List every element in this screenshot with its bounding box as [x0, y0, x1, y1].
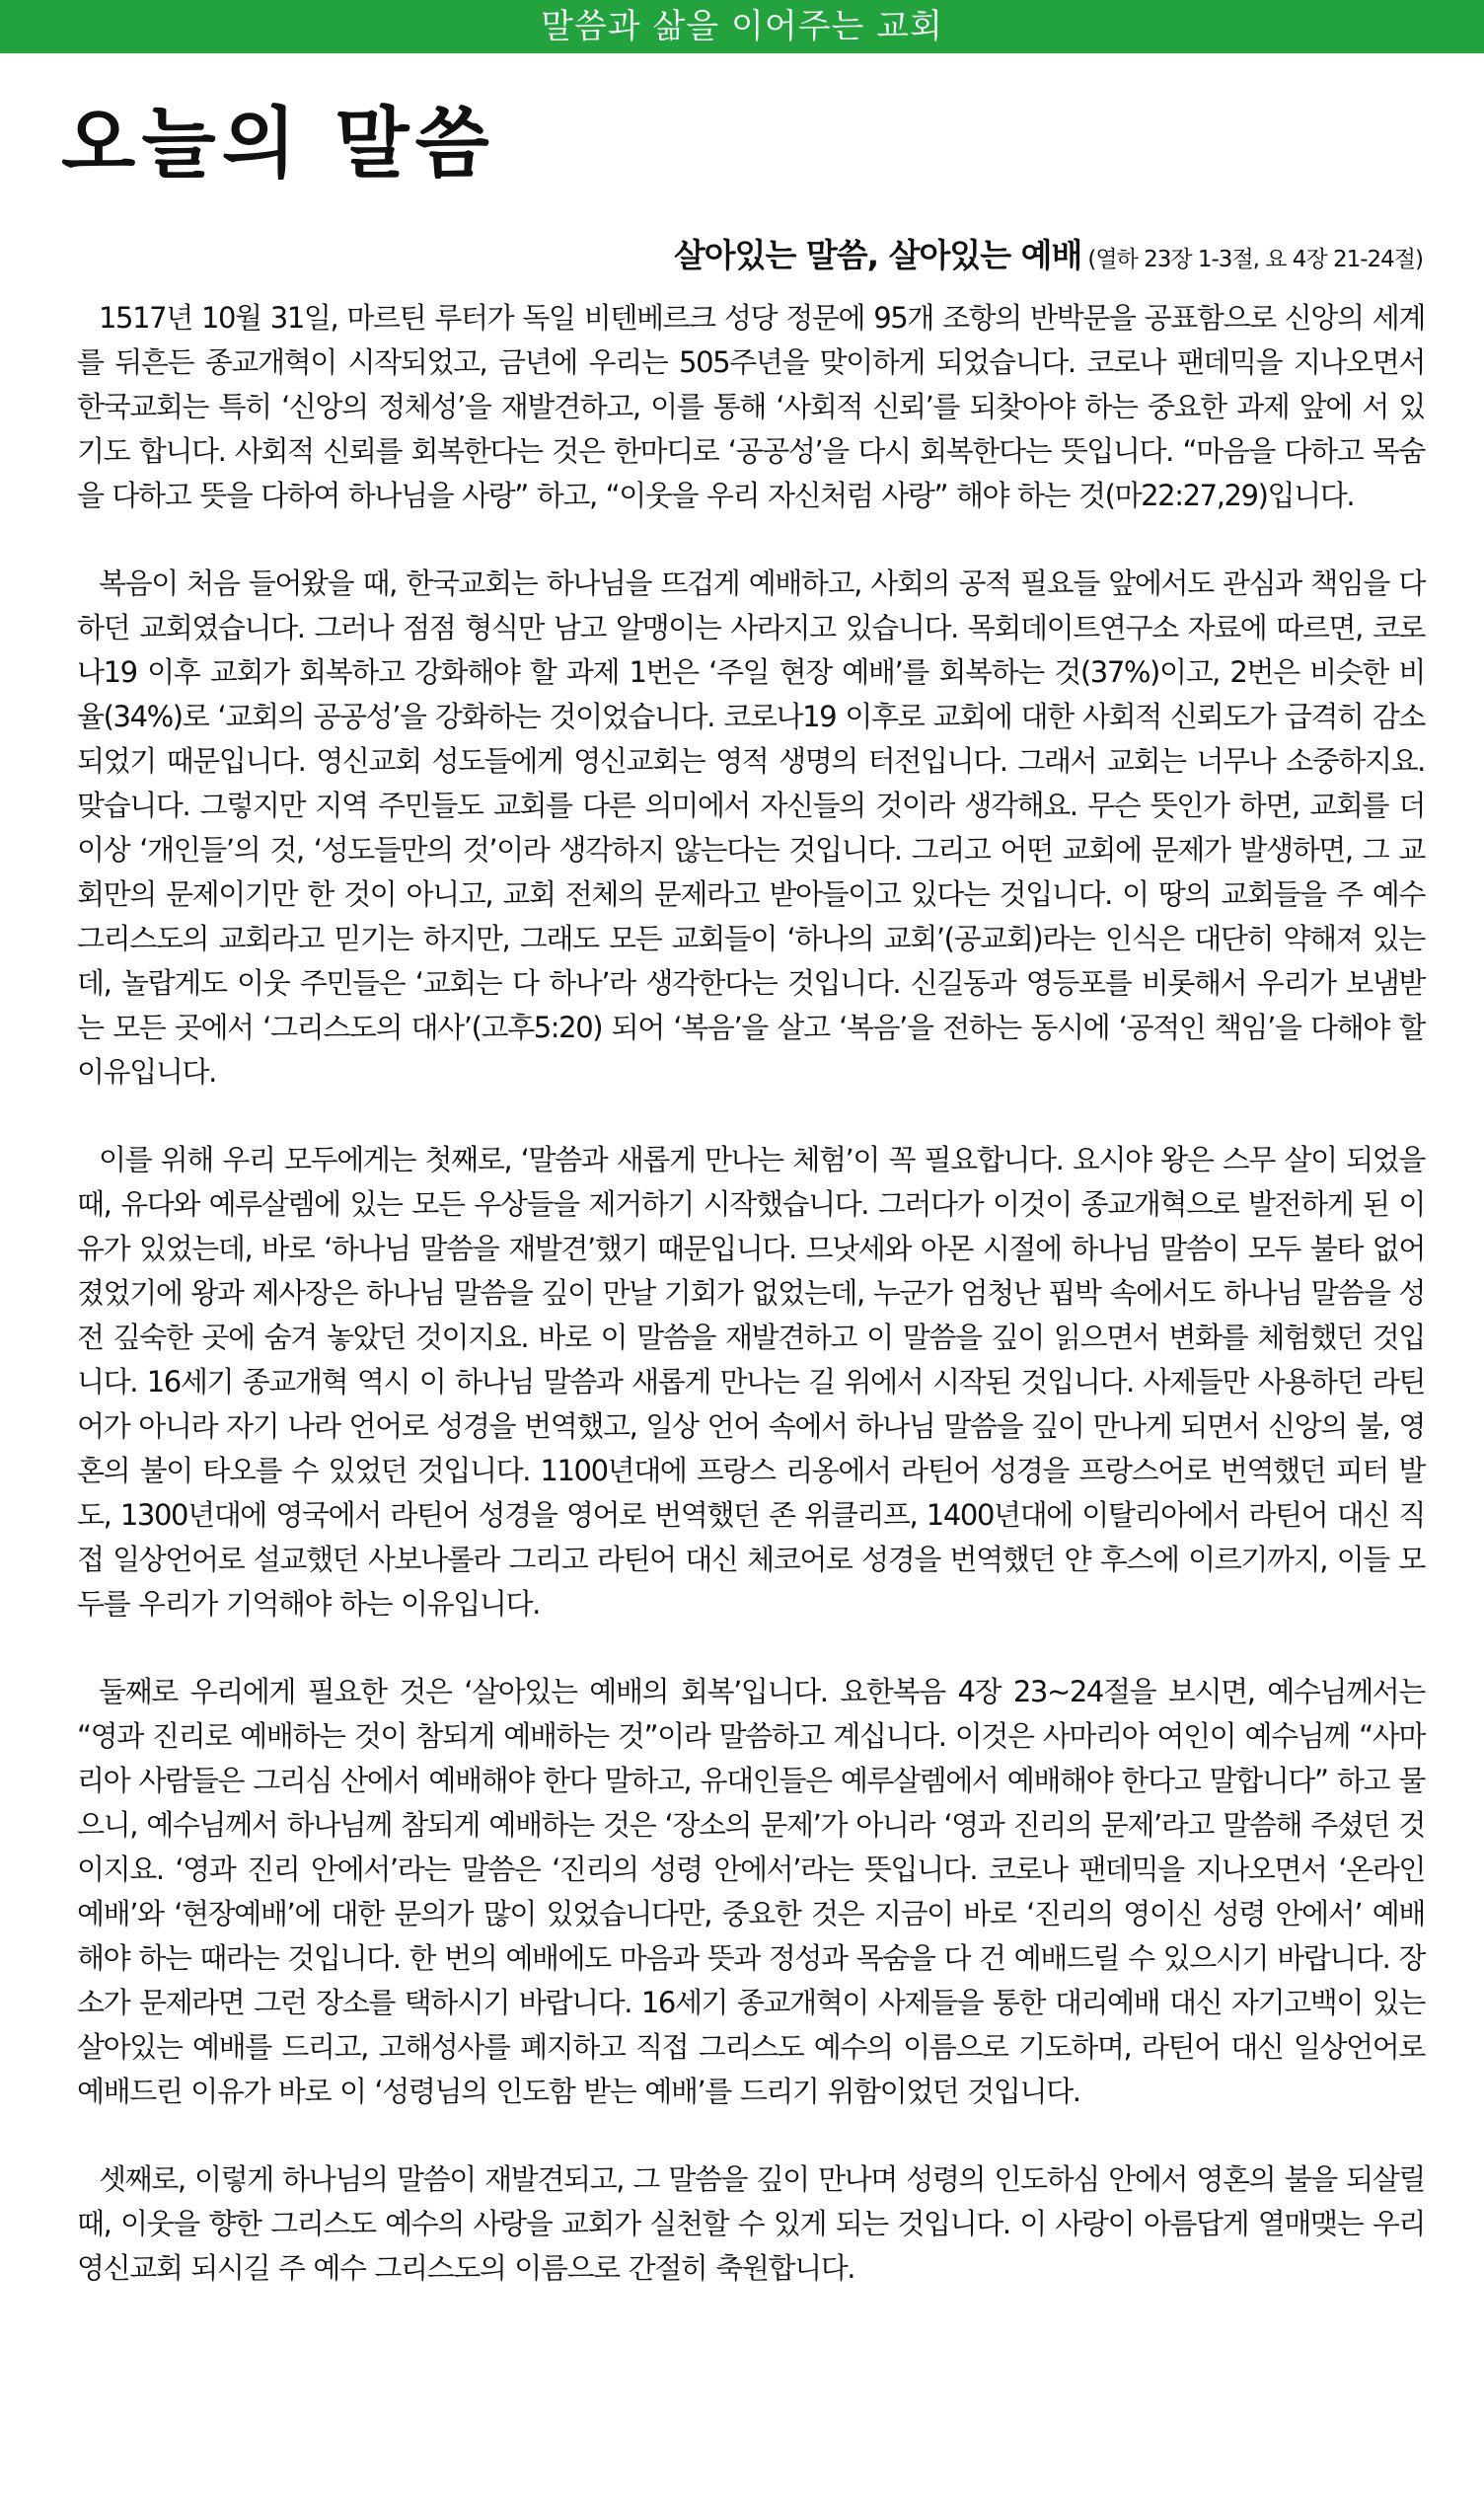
- paragraph-intro: 1517년 10월 31일, 마르틴 루터가 독일 비텐베르크 성당 정문에 95개 조항의 반박문을 공표함으로 신앙의 세계를 뒤흔든 종교개혁이 시작되었고, 금년에 우리는 505주년을 맞이하게 되었습니다. 코로나 팬데믹을 지나오면서 한국교회는 특히 ‘신앙의 정체성’을 재발견하고, 이를 통해 ‘사회적 신뢰’를 되찾아야 하는 중요한 과제 앞에 서 있기도 합니다. 사회적 신뢰를 회복한다는 것은 한마디로 ‘공공성’을 다시 회복한다는 뜻입니다. “마음을 다하고 목숨을 다하고 뜻을 다하여 하나님을 사랑” 하고, “이웃을 우리 자신처럼 사랑” 해야 하는 것(마22:27,29)입니다.: [77, 301, 1425, 512]
- header-banner: [0, 0, 1484, 53]
- page-title: 오늘의 말씀: [61, 100, 495, 189]
- sermon-title: 살아있는 말씀, 살아있는 예배: [673, 236, 1082, 274]
- paragraph-first-point: 이를 위해 우리 모두에게는 첫째로, ‘말씀과 새롭게 만나는 체험’이 꼭 필요합니다. 요시야 왕은 스무 살이 되었을 때, 유다와 예루살렘에 있는 모든 우상들을 제거하기 시작했습니다. 그러다가 이것이 종교개혁으로 발전하게 된 이유가 있었는데, 바로 ‘하나님 말씀을 재발견’했기 때문입니다. 므낫세와 아몬 시절에 하나님 말씀이 모두 불타 없어졌었기에 왕과 제사장은 하나님 말씀을 깊이 만날 기회가 없었는데, 누군가 엄청난 핍박 속에서도 하나님 말씀을 성전 깊숙한 곳에 숨겨 놓았던 것이지요. 바로 이 말씀을 재발견하고 이 말씀을 깊이 읽으면서 변화를 체험했던 것입니다. 16세기 종교개혁 역시 이 하나님 말씀과 새롭게 만나는 길 위에서 시작된 것입니다. 사제들만 사용하던 라틴어가 아니라 자기 나라 언어로 성경을 번역했고, 일상 언어 속에서 하나님 말씀을 깊이 만나게 되면서 신앙의 불, 영혼의 불이 타오를 수 있었던 것입니다. 1100년대에 프랑스 리옹에서 라틴어 성경을 프랑스어로 번역했던 피터 발도, 1300년대에 영국에서 라틴어 성경을 영어로 번역했던 존 위클리프, 1400년대에 이탈리아에서 라틴어 대신 직접 일상언어로 설교했던 사보나롤라 그리고 라틴어 대신 체코어로 성경을 번역했던 얀 후스에 이르기까지, 이들 모두를 우리가 기억해야 하는 이유입니다.: [77, 1143, 1425, 1621]
- paragraph-second-point: 둘째로 우리에게 필요한 것은 ‘살아있는 예배의 회복’입니다. 요한복음 4장 23~24절을 보시면, 예수님께서는 “영과 진리로 예배하는 것이 참되게 예배하는 것”이라 말씀하고 계십니다. 이것은 사마리아 여인이 예수님께 “사마리아 사람들은 그리심 산에서 예배해야 한다 말하고, 유대인들은 예루살렘에서 예배해야 한다고 말합니다” 하고 물으니, 예수님께서 하나님께 참되게 예배하는 것은 ‘장소의 문제’가 아니라 ‘영과 진리의 문제’라고 말씀해 주셨던 것이지요. ‘영과 진리 안에서’라는 말씀은 ‘진리의 성령 안에서’라는 뜻입니다. 코로나 팬데믹을 지나오면서 ‘온라인 예배’와 ‘현장예배’에 대한 문의가 많이 있었습니다만, 중요한 것은 지금이 바로 ‘진리의 영이신 성령 안에서’ 예배해야 하는 때라는 것입니다. 한 번의 예배에도 마음과 뜻과 정성과 목숨을 다 건 예배드릴 수 있으시기 바랍니다. 장소가 문제라면 그런 장소를 택하시기 바랍니다. 16세기 종교개혁이 사제들을 통한 대리예배 대신 자기고백이 있는 살아있는 예배를 드리고, 고해성사를 폐지하고 직접 그리스도 예수의 이름으로 기도하며, 라틴어 대신 일상언어로 예배드린 이유가 바로 이 ‘성령님의 인도함 받는 예배’를 드리기 위함이었던 것입니다.: [77, 1675, 1425, 2108]
- scripture-reference: (열하 23장 1-3절, 요 4장 21-24절): [1087, 247, 1423, 272]
- paragraph-korean-church: 복음이 처음 들어왔을 때, 한국교회는 하나님을 뜨겁게 예배하고, 사회의 공적 필요들 앞에서도 관심과 책임을 다하던 교회였습니다. 그러나 점점 형식만 남고 알맹이는 사라지고 있습니다. 목회데이트연구소 자료에 따르면, 코로나19 이후 교회가 회복하고 강화해야 할 과제 1번은 ‘주일 현장 예배’를 회복하는 것(37%)이고, 2번은 비슷한 비율(34%)로 ‘교회의 공공성’을 강화하는 것이었습니다. 코로나19 이후로 교회에 대한 사회적 신뢰도가 급격히 감소되었기 때문입니다. 영신교회 성도들에게 영신교회는 영적 생명의 터전입니다. 그래서 교회는 너무나 소중하지요. 맞습니다. 그렇지만 지역 주민들도 교회를 다른 의미에서 자신들의 것이라 생각해요. 무슨 뜻인가 하면, 교회를 더 이상 ‘개인들’의 것, ‘성도들만의 것’이라 생각하지 않는다는 것입니다. 그리고 어떤 교회에 문제가 발생하면, 그 교회만의 문제이기만 한 것이 아니고, 교회 전체의 문제라고 받아들이고 있다는 것입니다. 이 땅의 교회들을 주 예수 그리스도의 교회라고 믿기는 하지만, 그래도 모든 교회들이 ‘하나의 교회’(공교회)라는 인식은 대단히 약해져 있는데, 놀랍게도 이웃 주민들은 ‘교회는 다 하나’라 생각한다는 것입니다. 신길동과 영등포를 비롯해서 우리가 보냄받는 모든 곳에서 ‘그리스도의 대사’(고후5:20) 되어 ‘복음’을 살고 ‘복음’을 전하는 동시에 ‘공적인 책임’을 다해야 할 이유입니다.: [77, 567, 1425, 1089]
- paragraph-third-point: 셋째로, 이렇게 하나님의 말씀이 재발견되고, 그 말씀을 깊이 만나며 성령의 인도하심 안에서 영혼의 불을 되살릴 때, 이웃을 향한 그리스도 예수의 사랑을 교회가 실천할 수 있게 되는 것입니다. 이 사랑이 아름답게 열매맺는 우리 영신교회 되시길 주 예수 그리스도의 이름으로 간절히 축원합니다.: [77, 2162, 1425, 2285]
- banner-text: 말씀과 삶을 이어주는 교회: [541, 7, 943, 46]
- sermon-body: [77, 296, 1425, 2334]
- sermon-header: [61, 231, 1423, 286]
